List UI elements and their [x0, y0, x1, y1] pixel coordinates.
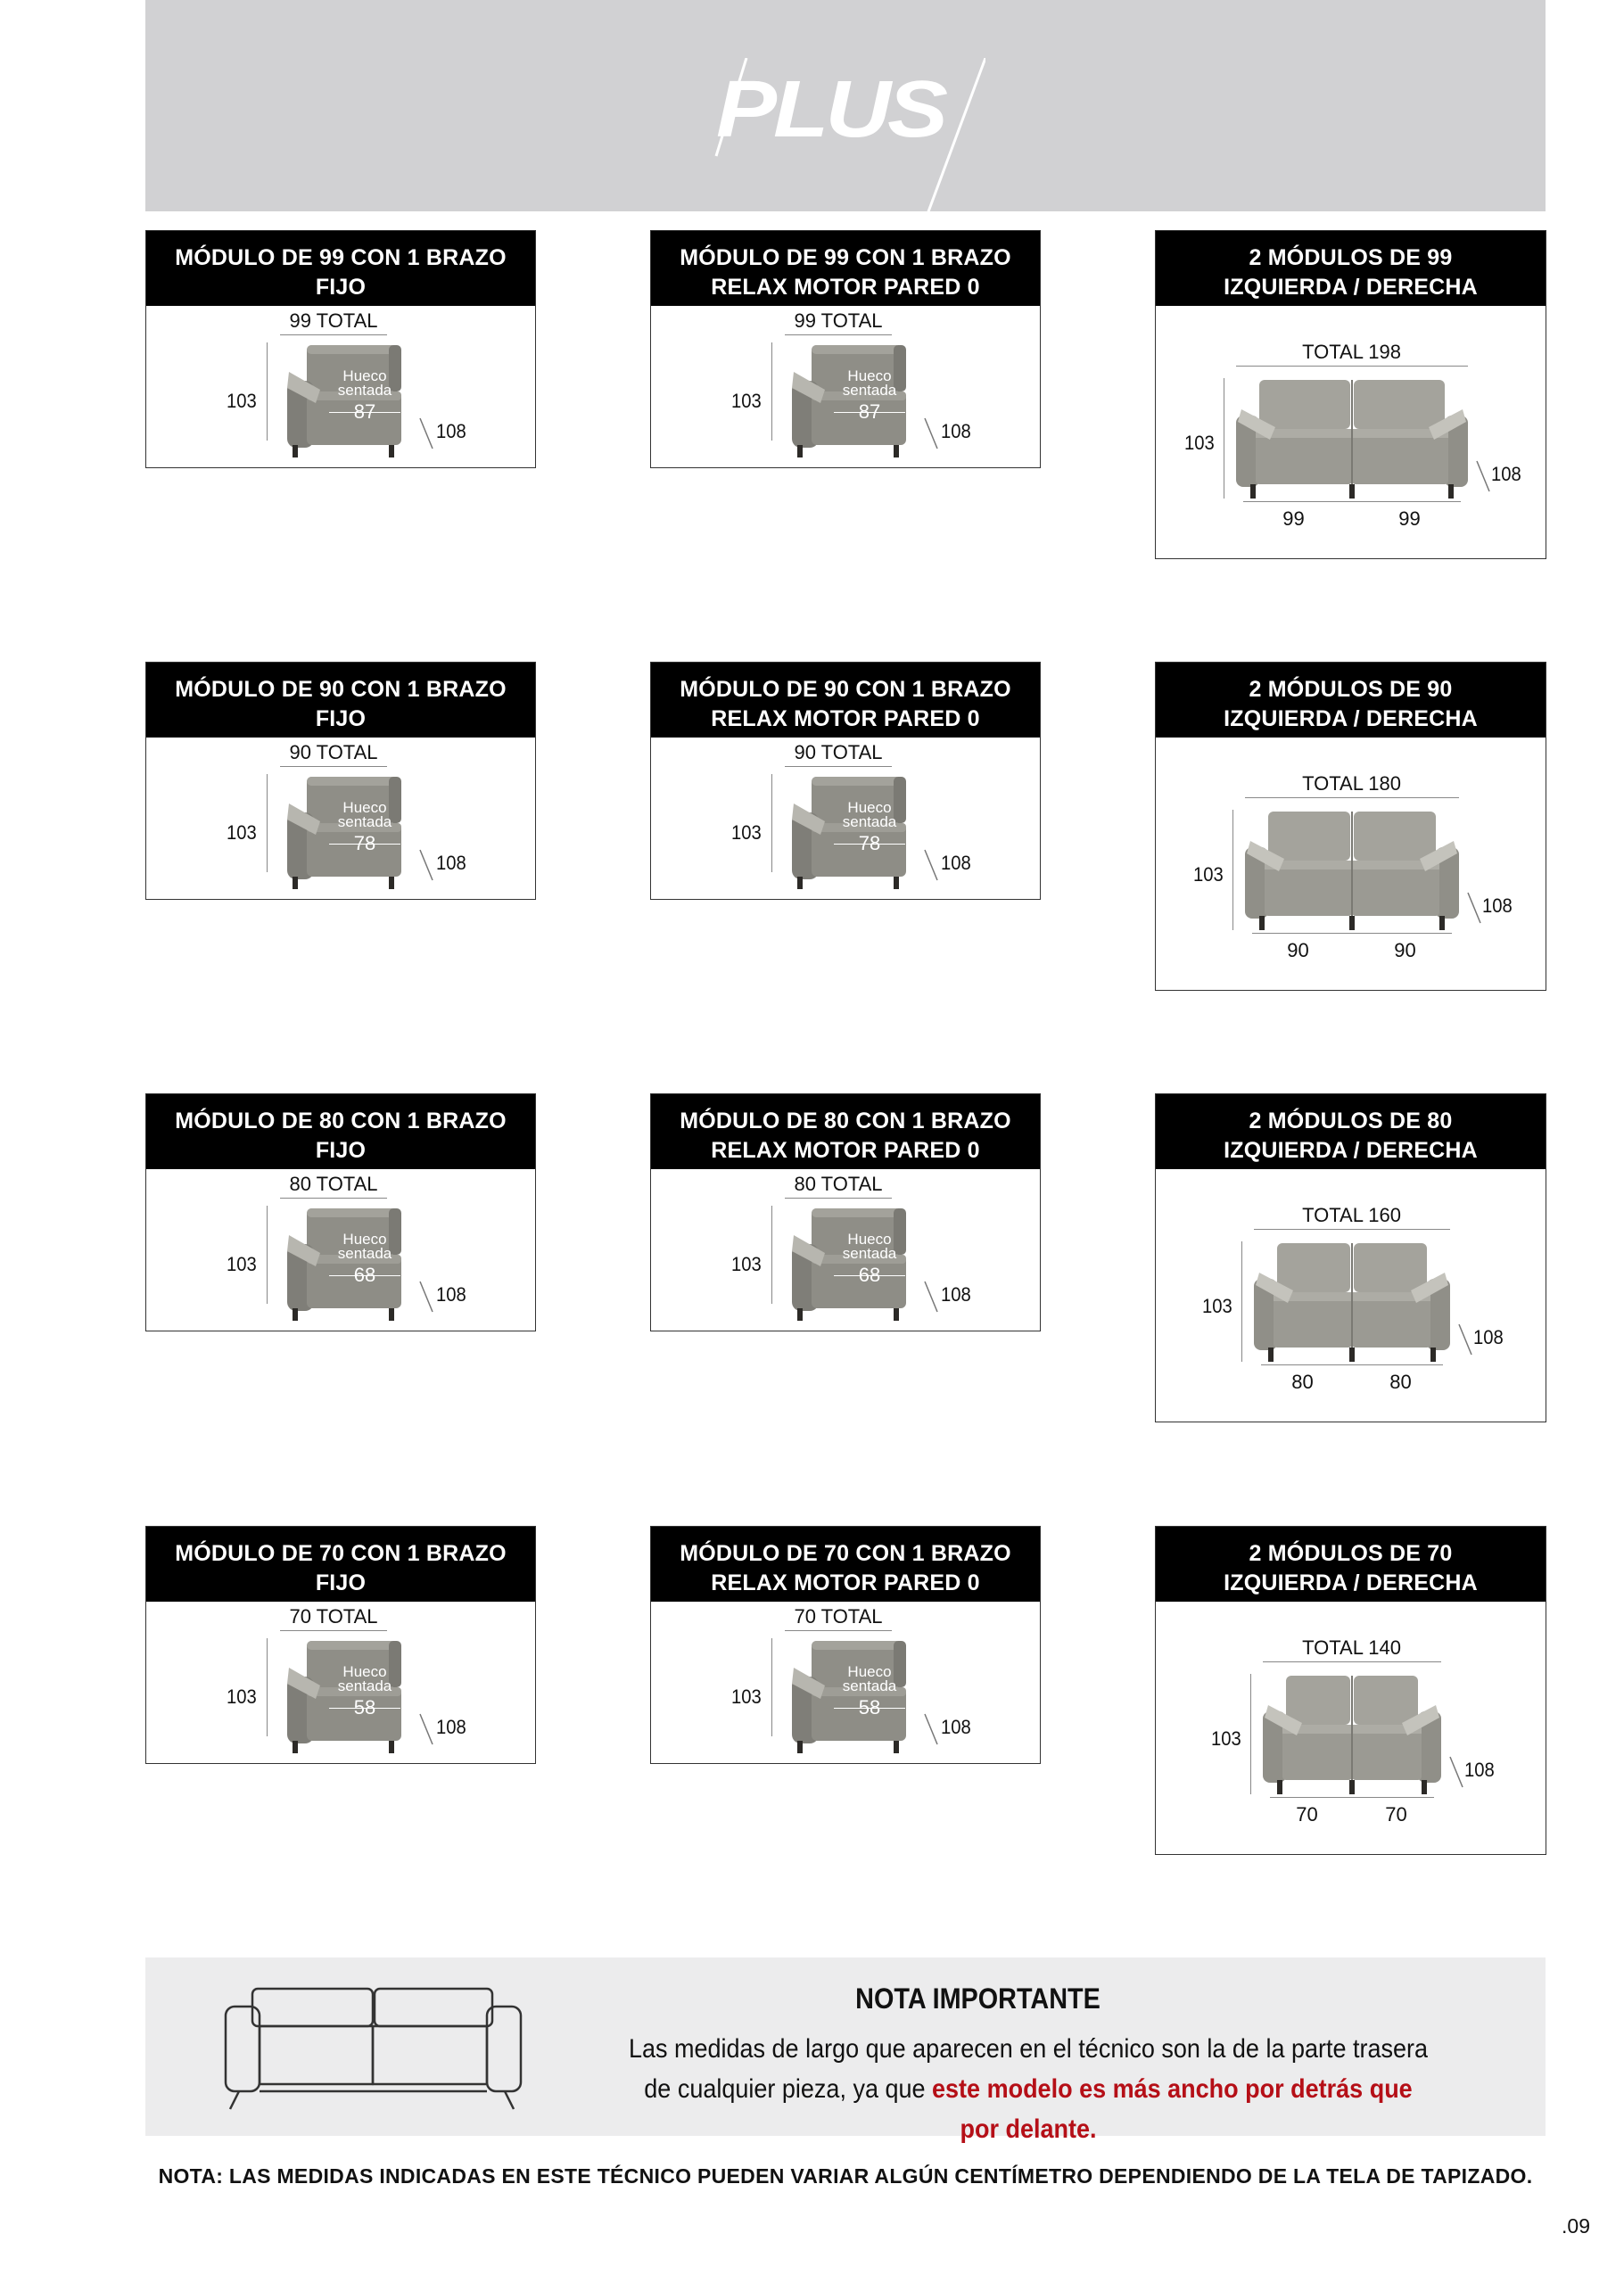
total-width-label: 80 TOTAL: [794, 1173, 883, 1195]
depth-line: [1457, 1323, 1475, 1358]
height-label: 103: [731, 390, 762, 412]
card-title-line1: MÓDULO DE 80 CON 1 BRAZO: [680, 1109, 1011, 1133]
card-title: [1156, 663, 1546, 738]
seat-gap-label-line1: Hueco: [847, 1231, 892, 1248]
armchair-image: [280, 1632, 405, 1757]
module-card: [650, 1526, 1041, 1764]
height-label: 103: [731, 1253, 762, 1275]
depth-line: [1448, 1755, 1466, 1791]
module-card: [650, 662, 1041, 900]
seat-gap-value: 87: [858, 400, 881, 423]
total-width-line: [785, 334, 892, 335]
seat-gap-label-line2: sentada: [842, 382, 897, 399]
depth-label: 108: [436, 852, 466, 874]
right-module-width: 70: [1385, 1803, 1407, 1826]
module-card: [650, 1093, 1041, 1331]
card-title-line2: RELAX MOTOR PARED 0: [711, 275, 980, 300]
height-line: [267, 1638, 268, 1736]
seat-gap-label-line1: Hueco: [847, 367, 892, 384]
height-label: 103: [1201, 1295, 1232, 1317]
armchair-image: [280, 768, 405, 893]
total-width-label: TOTAL 160: [1302, 1204, 1401, 1226]
left-module-width: 70: [1296, 1803, 1318, 1826]
total-width-line: [280, 1630, 387, 1631]
total-width-label: 99 TOTAL: [289, 309, 378, 332]
height-label: 103: [731, 1685, 762, 1708]
module-card: [145, 1093, 536, 1331]
total-width-line: [785, 1198, 892, 1199]
seat-gap-label-line2: sentada: [842, 813, 897, 830]
seat-gap-line: [834, 844, 905, 845]
total-width-line: [1254, 1229, 1450, 1230]
seat-gap-label-line2: sentada: [337, 813, 392, 830]
card-title-line2: IZQUIERDA / DERECHA: [1224, 1138, 1478, 1163]
height-label: 103: [227, 821, 257, 844]
right-module-width: 99: [1398, 507, 1421, 530]
depth-line: [923, 1280, 941, 1315]
depth-label: 108: [1490, 463, 1521, 485]
card-title-line2: IZQUIERDA / DERECHA: [1224, 706, 1478, 731]
card-title: [146, 231, 535, 306]
card-title: [146, 663, 535, 738]
brand-name: PLUS: [716, 63, 945, 154]
seat-gap-label-line1: Hueco: [342, 799, 387, 816]
depth-line: [418, 848, 436, 884]
total-width-line: [1245, 797, 1459, 798]
height-line: [267, 1206, 268, 1304]
armchair-image: [785, 336, 910, 461]
height-line: [771, 1638, 772, 1736]
card-title-line1: 2 MÓDULOS DE 99: [1249, 245, 1453, 270]
pair-module-card: [1155, 1526, 1546, 1855]
card-title: [146, 1527, 535, 1602]
seat-gap-line: [329, 1708, 400, 1709]
seat-gap-value: 78: [858, 832, 881, 854]
card-title-line2: FIJO: [315, 1138, 367, 1163]
card-title-line1: MÓDULO DE 90 CON 1 BRAZO: [175, 677, 507, 702]
card-title: [651, 1527, 1040, 1602]
module-card: [145, 1526, 536, 1764]
seat-gap-label-line2: sentada: [842, 1245, 897, 1262]
depth-label: 108: [1481, 894, 1513, 917]
total-width-line: [785, 1630, 892, 1631]
depth-line: [418, 1280, 436, 1315]
depth-label: 108: [941, 420, 971, 442]
card-title-line2: IZQUIERDA / DERECHA: [1224, 1570, 1478, 1595]
height-line: [267, 774, 268, 872]
height-line: [1250, 1674, 1251, 1794]
card-title-line2: RELAX MOTOR PARED 0: [711, 706, 980, 731]
seat-gap-label-line2: sentada: [842, 1677, 897, 1694]
seat-gap-line: [329, 1275, 400, 1276]
total-width-label: 70 TOTAL: [794, 1605, 883, 1628]
card-title: [651, 231, 1040, 306]
right-module-width: 90: [1394, 939, 1416, 961]
total-width-line: [785, 766, 892, 767]
card-title-line2: FIJO: [315, 706, 367, 731]
note-body-text: Las medidas de largo que aparecen en el técnico son la de la parte trasera de cualquier pieza, ya que: [628, 2034, 1429, 2104]
module-card: [650, 230, 1041, 468]
depth-label: 108: [1472, 1326, 1504, 1348]
height-line: [1241, 1241, 1242, 1362]
right-module-width: 80: [1389, 1371, 1412, 1393]
depth-label: 108: [436, 420, 466, 442]
seat-gap-label-line2: sentada: [337, 382, 392, 399]
seat-gap-line: [329, 844, 400, 845]
armchair-image: [280, 1199, 405, 1324]
total-width-line: [1263, 1661, 1441, 1662]
card-title: [651, 1094, 1040, 1169]
seat-gap-value: 58: [353, 1696, 376, 1718]
seat-gap-value: 68: [353, 1264, 376, 1286]
card-title: [1156, 1527, 1546, 1602]
card-title-line1: MÓDULO DE 80 CON 1 BRAZO: [175, 1109, 507, 1133]
armchair-image: [785, 1199, 910, 1324]
card-title: [1156, 1094, 1546, 1169]
card-title-line2: IZQUIERDA / DERECHA: [1224, 275, 1478, 300]
card-title-line1: 2 MÓDULOS DE 90: [1249, 677, 1453, 702]
module-width-line: [1252, 933, 1452, 934]
two-seat-sofa-image: [1254, 1239, 1450, 1364]
note-body: [627, 2029, 1430, 2149]
total-width-label: TOTAL 180: [1302, 772, 1401, 795]
module-card: [145, 662, 536, 900]
card-title-line1: MÓDULO DE 70 CON 1 BRAZO: [680, 1541, 1011, 1566]
depth-line: [1475, 459, 1493, 495]
total-width-line: [280, 334, 387, 335]
left-module-width: 80: [1291, 1371, 1314, 1393]
depth-label: 108: [1463, 1759, 1495, 1781]
depth-line: [1466, 891, 1484, 927]
seat-gap-line: [834, 1275, 905, 1276]
card-title: [146, 1094, 535, 1169]
module-width-line: [1243, 501, 1461, 502]
card-title-line1: MÓDULO DE 99 CON 1 BRAZO: [175, 245, 507, 270]
depth-line: [923, 1712, 941, 1748]
card-title-line2: FIJO: [315, 1570, 367, 1595]
depth-label: 108: [436, 1283, 466, 1306]
height-label: 103: [1210, 1727, 1241, 1750]
total-width-label: TOTAL 140: [1302, 1636, 1401, 1659]
seat-gap-label-line1: Hueco: [342, 367, 387, 384]
two-seat-sofa-image: [1245, 807, 1459, 932]
pair-module-card: [1155, 662, 1546, 991]
depth-line: [418, 1712, 436, 1748]
seat-gap-label-line1: Hueco: [342, 1231, 387, 1248]
important-note: [145, 1957, 1546, 2144]
seat-gap-value: 87: [353, 400, 376, 423]
seat-gap-line: [834, 1708, 905, 1709]
seat-gap-label-line1: Hueco: [847, 799, 892, 816]
brand-logo: [700, 58, 985, 214]
height-line: [267, 342, 268, 441]
seat-gap-label-line1: Hueco: [847, 1663, 892, 1680]
page-number: .09: [1562, 2214, 1590, 2238]
height-label: 103: [227, 1685, 257, 1708]
module-width-line: [1270, 1797, 1434, 1798]
seat-gap-label-line1: Hueco: [342, 1663, 387, 1680]
height-line: [1232, 810, 1233, 930]
card-title-line1: MÓDULO DE 99 CON 1 BRAZO: [680, 245, 1011, 270]
height-label: 103: [1183, 432, 1215, 454]
height-label: 103: [227, 390, 257, 412]
card-title-line1: 2 MÓDULOS DE 70: [1249, 1541, 1453, 1566]
total-width-label: 80 TOTAL: [289, 1173, 378, 1195]
two-seat-sofa-image: [1236, 375, 1468, 500]
seat-gap-label-line2: sentada: [337, 1245, 392, 1262]
height-label: 103: [227, 1253, 257, 1275]
height-line: [771, 342, 772, 441]
card-title-line1: 2 MÓDULOS DE 80: [1249, 1109, 1453, 1133]
total-width-label: 90 TOTAL: [289, 741, 378, 763]
armchair-image: [280, 336, 405, 461]
total-width-label: 70 TOTAL: [289, 1605, 378, 1628]
module-card: [145, 230, 536, 468]
depth-line: [418, 416, 436, 452]
height-label: 103: [731, 821, 762, 844]
pair-module-card: [1155, 230, 1546, 559]
seat-gap-line: [329, 412, 400, 413]
module-width-line: [1261, 1364, 1443, 1365]
card-title: [1156, 231, 1546, 306]
seat-gap-label-line2: sentada: [337, 1677, 392, 1694]
armchair-image: [785, 768, 910, 893]
total-width-line: [280, 766, 387, 767]
depth-line: [923, 416, 941, 452]
card-title-line1: MÓDULO DE 90 CON 1 BRAZO: [680, 677, 1011, 702]
total-width-line: [280, 1198, 387, 1199]
depth-label: 108: [436, 1716, 466, 1738]
card-title-line2: RELAX MOTOR PARED 0: [711, 1570, 980, 1595]
note-title: NOTA IMPORTANTE: [855, 1982, 1101, 2015]
card-title: [651, 663, 1040, 738]
pair-module-card: [1155, 1093, 1546, 1422]
seat-gap-value: 58: [858, 1696, 881, 1718]
left-module-width: 99: [1282, 507, 1305, 530]
card-title-line2: FIJO: [315, 275, 367, 300]
seat-gap-value: 78: [353, 832, 376, 854]
card-title-line2: RELAX MOTOR PARED 0: [711, 1138, 980, 1163]
left-module-width: 90: [1287, 939, 1309, 961]
seat-gap-line: [834, 412, 905, 413]
depth-label: 108: [941, 852, 971, 874]
total-width-label: TOTAL 198: [1302, 341, 1401, 363]
armchair-image: [785, 1632, 910, 1757]
two-seat-sofa-image: [1263, 1671, 1441, 1796]
card-title-line1: MÓDULO DE 70 CON 1 BRAZO: [175, 1541, 507, 1566]
height-line: [771, 774, 772, 872]
seat-gap-value: 68: [858, 1264, 881, 1286]
depth-line: [923, 848, 941, 884]
footnote: NOTA: LAS MEDIDAS INDICADAS EN ESTE TÉCNICO PUEDEN VARIAR ALGÚN CENTÍMETRO DEPENDIENDO DE LA TELA DE TAPIZADO.: [158, 2164, 1533, 2188]
depth-label: 108: [941, 1283, 971, 1306]
total-width-label: 99 TOTAL: [794, 309, 883, 332]
total-width-line: [1236, 366, 1468, 367]
height-label: 103: [1192, 863, 1224, 886]
height-line: [771, 1206, 772, 1304]
depth-label: 108: [941, 1716, 971, 1738]
total-width-label: 90 TOTAL: [794, 741, 883, 763]
note-highlight: este modelo es más ancho por detrás que por delante.: [932, 2074, 1413, 2144]
